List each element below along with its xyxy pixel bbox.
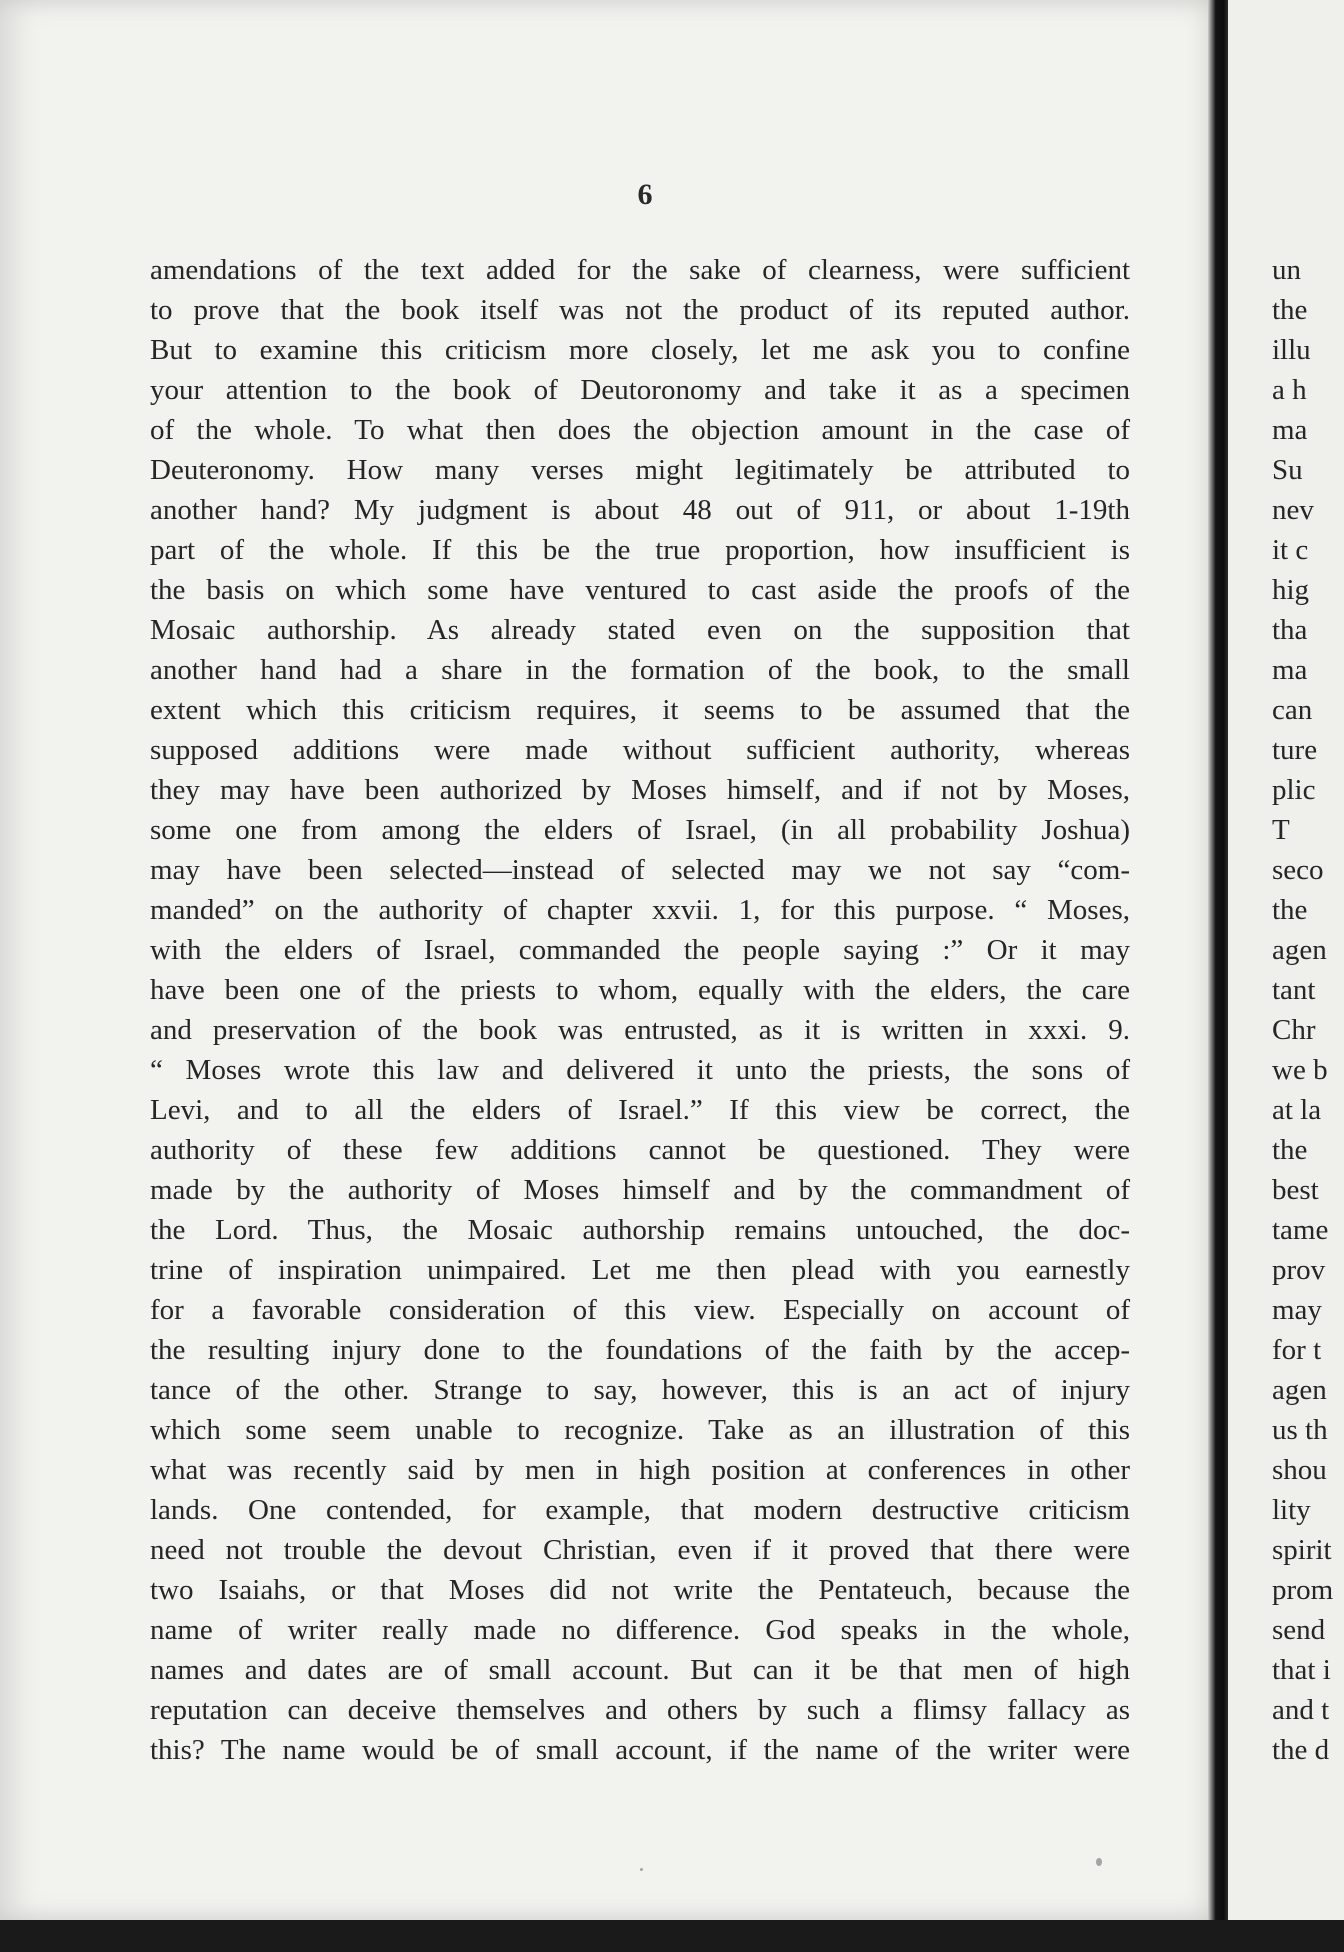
text-line: another hand had a share in the formation of the book, to the small (150, 654, 1130, 686)
text-line: names and dates are of small account. But can it be that men of high (150, 1654, 1130, 1686)
text-line: which some seem unable to recognize. Take as an illustration of this (150, 1414, 1130, 1446)
adjacent-text-fragment: shou (1272, 1454, 1327, 1486)
adjacent-text-fragment: seco (1272, 854, 1324, 886)
adjacent-text-fragment: Chr (1272, 1014, 1316, 1046)
text-line: made by the authority of Moses himself and by the commandment of (150, 1174, 1130, 1206)
adjacent-text-fragment: a h (1272, 374, 1307, 406)
adjacent-text-fragment: it c (1272, 534, 1309, 566)
adjacent-text-fragment: the (1272, 294, 1308, 326)
text-line: “ Moses wrote this law and delivered it unto the priests, the sons of (150, 1054, 1130, 1086)
text-line: your attention to the book of Deutoronomy and take it as a specimen (150, 374, 1130, 406)
adjacent-text-fragment: hig (1272, 574, 1310, 606)
adjacent-text-fragment: at la (1272, 1094, 1322, 1126)
text-line: Deuteronomy. How many verses might legitimately be attributed to (150, 454, 1130, 486)
text-line: of the whole. To what then does the objection amount in the case of (150, 414, 1130, 446)
text-line: supposed additions were made without sufficient authority, whereas (150, 734, 1130, 766)
text-line: to prove that the book itself was not the product of its reputed author. (150, 294, 1130, 326)
text-line: the basis on which some have ventured to cast aside the proofs of the (150, 574, 1130, 606)
adjacent-text-fragment: prom (1272, 1574, 1334, 1606)
text-line: extent which this criticism requires, it seems to be assumed that the (150, 694, 1130, 726)
adjacent-text-fragment: best (1272, 1174, 1319, 1206)
text-line: manded” on the authority of chapter xxvii. 1, for this purpose. “ Moses, (150, 894, 1130, 926)
text-line: Mosaic authorship. As already stated even on the supposition that (150, 614, 1130, 646)
text-line: and preservation of the book was entrusted, as it is written in xxxi. 9. (150, 1014, 1130, 1046)
text-line: Levi, and to all the elders of Israel.” If this view be correct, the (150, 1094, 1130, 1126)
adjacent-text-fragment: and t (1272, 1694, 1330, 1726)
text-line: what was recently said by men in high position at conferences in other (150, 1454, 1130, 1486)
text-line: some one from among the elders of Israel, (in all probability Joshua) (150, 814, 1130, 846)
adjacent-text-fragment: that i (1272, 1654, 1331, 1686)
adjacent-text-fragment: agen (1272, 1374, 1327, 1406)
text-line: for a favorable consideration of this view. Especially on account of (150, 1294, 1130, 1326)
text-line: amendations of the text added for the sake of clearness, were sufficient (150, 254, 1130, 286)
text-line: name of writer really made no difference. God speaks in the whole, (150, 1614, 1130, 1646)
adjacent-text-fragment: tant (1272, 974, 1316, 1006)
text-line: need not trouble the devout Christian, even if it proved that there were (150, 1534, 1130, 1566)
adjacent-text-fragment: plic (1272, 774, 1316, 806)
adjacent-text-fragment: T (1272, 814, 1290, 846)
scan-speck (640, 1868, 643, 1871)
text-line: tance of the other. Strange to say, however, this is an act of injury (150, 1374, 1130, 1406)
adjacent-text-fragment: ma (1272, 414, 1308, 446)
text-line: another hand? My judgment is about 48 out of 911, or about 1-19th (150, 494, 1130, 526)
text-line: two Isaiahs, or that Moses did not write the Pentateuch, because the (150, 1574, 1130, 1606)
text-line: have been one of the priests to whom, equally with the elders, the care (150, 974, 1130, 1006)
adjacent-text-fragment: the d (1272, 1734, 1330, 1766)
adjacent-text-fragment: ma (1272, 654, 1308, 686)
adjacent-text-fragment: tha (1272, 614, 1308, 646)
adjacent-page-text (1272, 250, 1344, 1770)
adjacent-text-fragment: the (1272, 1134, 1308, 1166)
text-line: reputation can deceive themselves and others by such a flimsy fallacy as (150, 1694, 1130, 1726)
adjacent-text-fragment: ture (1272, 734, 1318, 766)
adjacent-text-fragment: illu (1272, 334, 1311, 366)
adjacent-text-fragment: for t (1272, 1334, 1322, 1366)
adjacent-text-fragment: send (1272, 1614, 1326, 1646)
adjacent-text-fragment: the (1272, 894, 1308, 926)
adjacent-text-fragment: can (1272, 694, 1313, 726)
text-line: But to examine this criticism more closely, let me ask you to confine (150, 334, 1130, 366)
text-line: with the elders of Israel, commanded the people saying :” Or it may (150, 934, 1130, 966)
text-line: the resulting injury done to the foundations of the faith by the accep- (150, 1334, 1130, 1366)
adjacent-text-fragment: lity (1272, 1494, 1311, 1526)
text-line: part of the whole. If this be the true proportion, how insufficient is (150, 534, 1130, 566)
adjacent-text-fragment: prov (1272, 1254, 1326, 1286)
adjacent-text-fragment: spirit (1272, 1534, 1332, 1566)
page-body-text (150, 250, 1130, 1770)
adjacent-text-fragment: tame (1272, 1214, 1329, 1246)
scan-bottom-edge (0, 1920, 1344, 1952)
text-line: the Lord. Thus, the Mosaic authorship remains untouched, the doc- (150, 1214, 1130, 1246)
text-line: trine of inspiration unimpaired. Let me then plead with you earnestly (150, 1254, 1130, 1286)
text-line: this? The name would be of small account, if the name of the writer were (150, 1734, 1130, 1766)
page-number: 6 (637, 178, 653, 211)
adjacent-text-fragment: us th (1272, 1414, 1328, 1446)
text-line: may have been selected—instead of selected may we not say “com- (150, 854, 1130, 886)
adjacent-text-fragment: nev (1272, 494, 1314, 526)
text-line: authority of these few additions cannot be questioned. They were (150, 1134, 1130, 1166)
text-line: they may have been authorized by Moses himself, and if not by Moses, (150, 774, 1130, 806)
adjacent-text-fragment: may (1272, 1294, 1322, 1326)
adjacent-text-fragment: un (1272, 254, 1301, 286)
adjacent-text-fragment: Su (1272, 454, 1303, 486)
scan-speck (1096, 1858, 1102, 1866)
adjacent-text-fragment: agen (1272, 934, 1327, 966)
book-gutter (1208, 0, 1230, 1920)
adjacent-text-fragment: we b (1272, 1054, 1328, 1086)
text-line: lands. One contended, for example, that modern destructive criticism (150, 1494, 1130, 1526)
